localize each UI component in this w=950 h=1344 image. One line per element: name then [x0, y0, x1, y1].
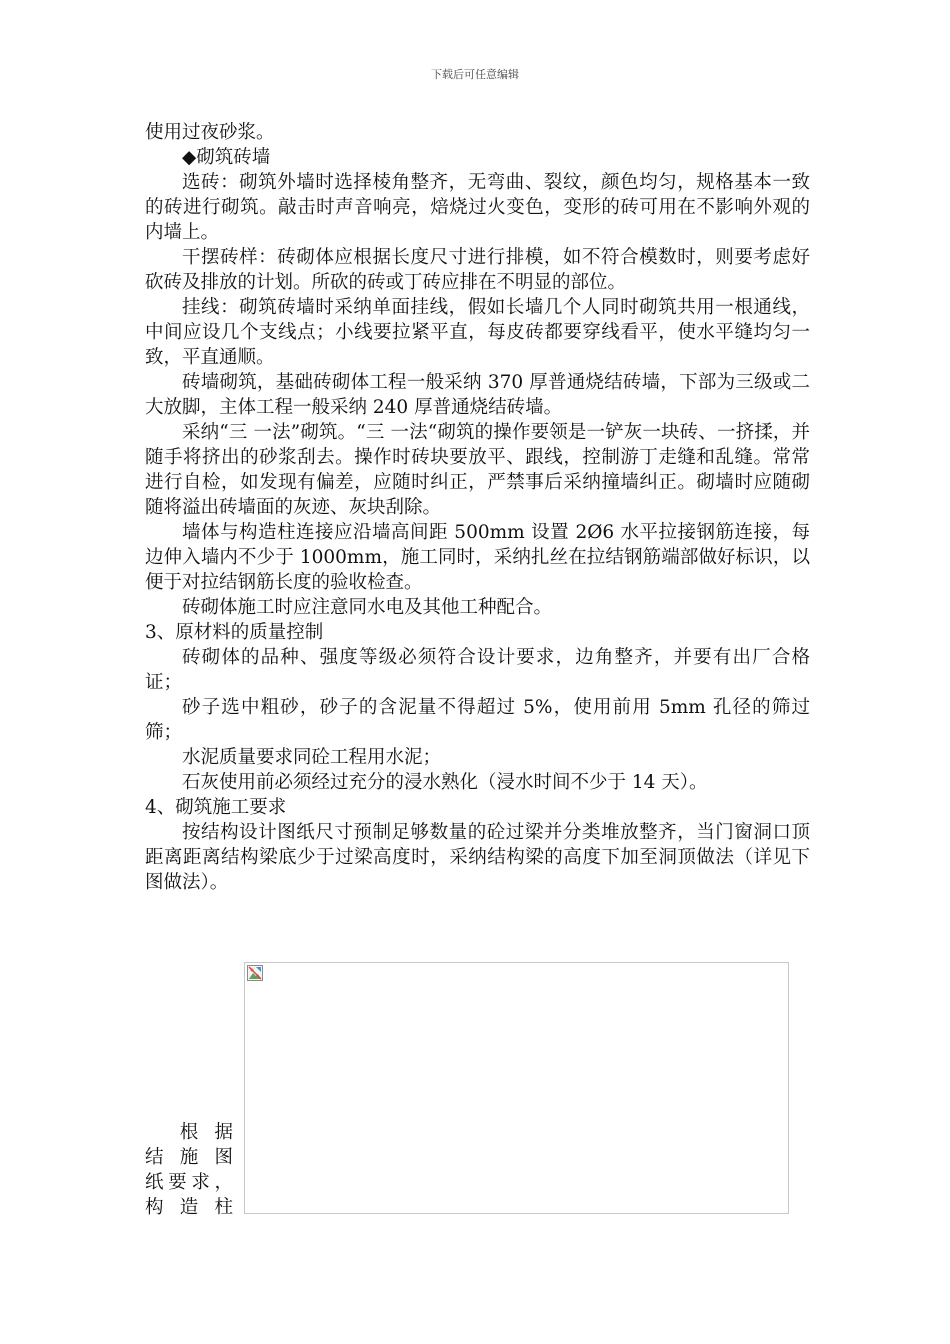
document-body: [145, 120, 810, 895]
paragraph: 砖砌体施工时应注意同水电及其他工种配合。: [182, 597, 553, 618]
paragraph: 石灰使用前必须经过充分的浸水熟化（浸水时间不少于 14 天）。: [182, 772, 708, 793]
side-text: [145, 1120, 233, 1220]
page-header: 下载后可任意编辑: [431, 68, 519, 81]
side-text-line: 构造柱: [145, 1197, 233, 1218]
side-text-line: 根据: [145, 1122, 233, 1143]
paragraph: 采纳“三 一法”砌筑。“三 一法“砌筑的操作要领是一铲灰一块砖、一挤揉，并随手将挤出的砂浆刮去。操作时砖块要放平、跟线，控制游丁走缝和乱缝。常常进行自检，如发现有偏差，应随时纠正，严禁事后采纳撞墙纠正。砌墙时应随砌随将溢出砖墙面的灰迹、灰块刮除。: [145, 422, 810, 518]
paragraph: 干摆砖样：砖砌体应根据长度尺寸进行排模，如不符合模数时，则要考虑好砍砖及排放的计划。所砍的砖或丁砖应排在不明显的部位。: [145, 247, 810, 293]
paragraph: 挂线：砌筑砖墙时采纳单面挂线，假如长墙几个人同时砌筑共用一根通线，中间应设几个支线点；小线要拉紧平直，每皮砖都要穿线看平，使水平缝均匀一致，平直通顺。: [145, 297, 810, 368]
paragraph: 水泥质量要求同砼工程用水泥；: [182, 747, 442, 768]
section-heading-3: 3、原材料的质量控制: [145, 622, 324, 643]
paragraph: 选砖：砌筑外墙时选择棱角整齐，无弯曲、裂纹，颜色均匀，规格基本一致的砖进行砌筑。敲击时声音响亮，焙烧过火变色，变形的砖可用在不影响外观的内墙上。: [145, 172, 810, 243]
paragraph: 按结构设计图纸尺寸预制足够数量的砼过梁并分类堆放整齐，当门窗洞口顶距离距离结构梁底少于过梁高度时，采纳结构梁的高度下加至洞顶做法（详见下图做法）。: [145, 822, 810, 893]
paragraph: 砖砌体的品种、强度等级必须符合设计要求，边角整齐，并要有出厂合格证；: [145, 647, 810, 693]
side-text-line: 结施图: [145, 1147, 233, 1168]
figure-row: [145, 962, 810, 1218]
paragraph: 砂子选中粗砂，砂子的含泥量不得超过 5%，使用前用 5mm 孔径的筛过筛；: [145, 697, 810, 743]
image-placeholder: [244, 962, 789, 1214]
subheading-brick-wall: ◆砌筑砖墙: [182, 147, 271, 168]
paragraph: 使用过夜砂浆。: [145, 122, 275, 143]
paragraph: 墙体与构造柱连接应沿墙高间距 500mm 设置 2Ø6 水平拉接钢筋连接，每边伸入墙内不少于 1000mm，施工同时，采纳扎丝在拉结钢筋端部做好标识，以便于对拉结钢筋长度的验收检查。: [145, 522, 810, 593]
paragraph: 砖墙砌筑，基础砖砌体工程一般采纳 370 厚普通烧结砖墙，下部为三级或二大放脚，主体工程一般采纳 240 厚普通烧结砖墙。: [145, 372, 810, 418]
section-heading-4: 4、砌筑施工要求: [145, 797, 287, 818]
broken-image-icon: [247, 965, 263, 981]
side-text-line: 纸要求，: [145, 1172, 233, 1193]
